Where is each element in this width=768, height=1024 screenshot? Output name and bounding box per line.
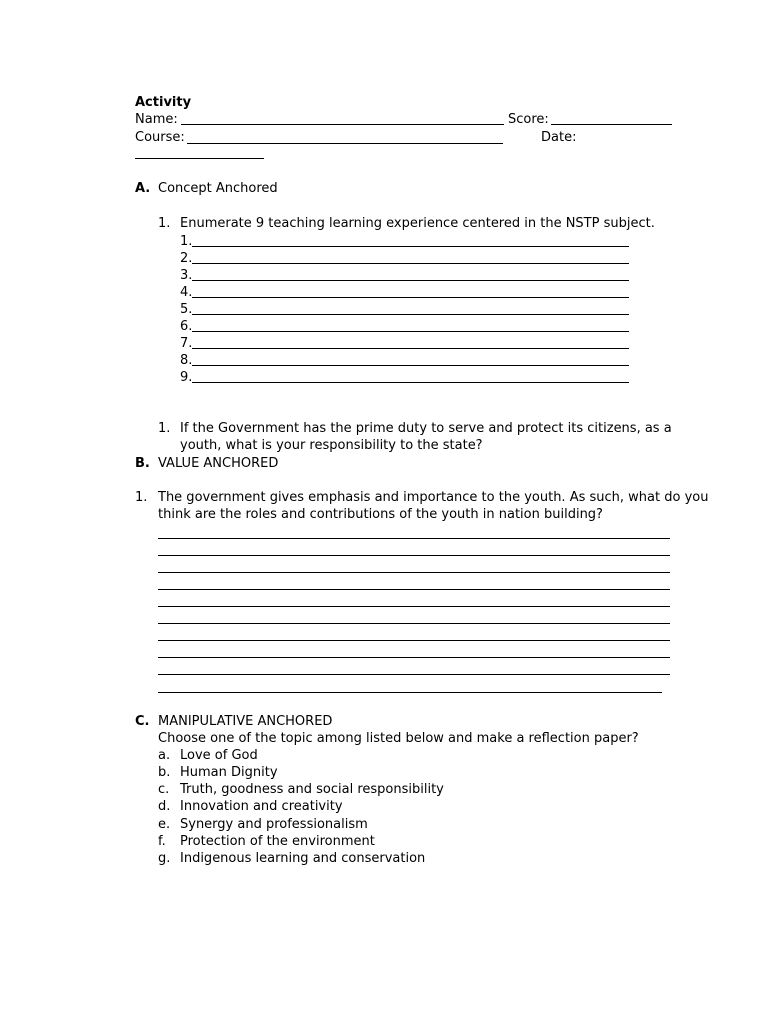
answer-line[interactable] [192,263,629,264]
topic-text: Truth, goodness and social responsibility [180,782,444,797]
essay-answer-line[interactable] [158,692,662,693]
answer-number: 6. [180,319,193,334]
section-c-marker: C. [135,714,150,729]
essay-answer-line[interactable] [158,623,670,624]
answer-line[interactable] [192,348,629,349]
essay-answer-line[interactable] [158,674,670,675]
name-label: Name: [135,112,178,127]
topic-text: Human Dignity [180,765,278,780]
answer-number: 5. [180,302,193,317]
essay-answer-line[interactable] [158,606,670,607]
answer-number: 9. [180,370,193,385]
section-b-q1-line2: think are the roles and contributions of the youth in nation building? [158,507,603,522]
section-a-q2-number: 1. [158,421,171,436]
section-a-q1-text: Enumerate 9 teaching learning experience centered in the NSTP subject. [180,216,655,231]
topic-text: Indigenous learning and conservation [180,851,426,866]
essay-answer-line[interactable] [158,538,670,539]
score-line[interactable] [551,124,672,125]
answer-line[interactable] [192,331,629,332]
topic-letter: f. [158,834,166,849]
answer-line[interactable] [192,246,629,247]
essay-answer-line[interactable] [158,589,670,590]
essay-answer-line[interactable] [158,572,670,573]
answer-number: 2. [180,251,193,266]
topic-text: Synergy and professionalism [180,817,368,832]
section-b-q1-line1: The government gives emphasis and importance to the youth. As such, what do you [158,490,709,505]
answer-line[interactable] [192,382,629,383]
section-a-title: Concept Anchored [158,181,278,196]
essay-answer-line[interactable] [158,555,670,556]
topic-letter: g. [158,851,171,866]
section-b-title: VALUE ANCHORED [158,456,279,471]
section-a-q1-number: 1. [158,216,171,231]
answer-line[interactable] [192,280,629,281]
date-label: Date: [541,130,577,145]
topic-text: Innovation and creativity [180,799,343,814]
page-title: Activity [135,95,192,110]
topic-letter: a. [158,748,171,763]
essay-answer-line[interactable] [158,657,670,658]
answer-line[interactable] [192,365,629,366]
course-line[interactable] [187,143,503,144]
topic-letter: d. [158,799,171,814]
course-label: Course: [135,130,185,145]
score-label: Score: [508,112,549,127]
section-c-instruction: Choose one of the topic among listed below and make a reflection paper? [158,731,639,746]
essay-answer-line[interactable] [158,640,670,641]
answer-number: 1. [180,234,193,249]
topic-letter: b. [158,765,171,780]
topic-text: Love of God [180,748,258,763]
date-line[interactable] [135,158,264,159]
answer-line[interactable] [192,314,629,315]
section-a-q2-line2: youth, what is your responsibility to the state? [180,438,483,453]
section-c-title: MANIPULATIVE ANCHORED [158,714,333,729]
answer-line[interactable] [192,297,629,298]
answer-number: 4. [180,285,193,300]
answer-number: 8. [180,353,193,368]
section-b-q1-number: 1. [135,490,148,505]
name-line[interactable] [181,124,504,125]
topic-text: Protection of the environment [180,834,375,849]
topic-letter: c. [158,782,170,797]
section-a-q2-line1: If the Government has the prime duty to serve and protect its citizens, as a [180,421,672,436]
section-b-marker: B. [135,456,150,471]
answer-number: 3. [180,268,193,283]
section-a-marker: A. [135,181,151,196]
topic-letter: e. [158,817,171,832]
answer-number: 7. [180,336,193,351]
